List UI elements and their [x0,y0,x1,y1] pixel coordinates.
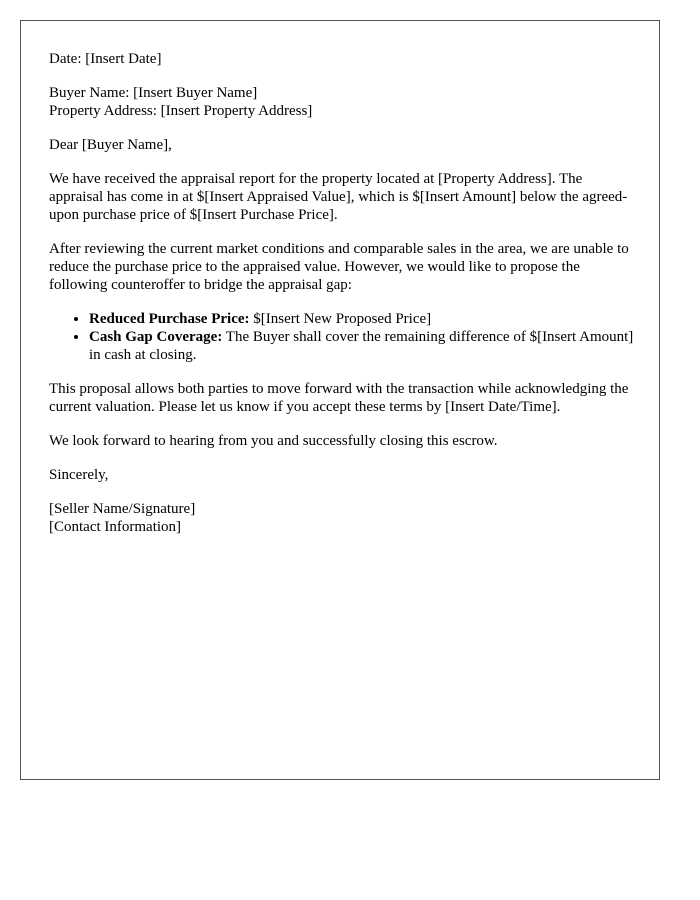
paragraph-counteroffer-intro: After reviewing the current market conditions and comparable sales in the area, we are unable to reduce the purchase price to the appraised value. However, we would like to propose the following counteroffer to bridge the appraisal gap: [49,241,629,293]
buyer-name-line: Buyer Name: [Insert Buyer Name] [49,85,258,101]
list-item-text: $[Insert New Proposed Price] [249,311,432,327]
closing: Sincerely, [49,467,109,483]
contact-line: [Contact Information] [49,519,182,535]
list-item-text: The Buyer shall cover the remaining difference of $[Insert Amount] in cash at closing. [89,329,634,363]
list-item-reduced-price [89,310,639,328]
counteroffer-list [49,310,639,364]
list-item-label: Reduced Purchase Price: [89,311,250,327]
property-address-line: Property Address: [Insert Property Address] [49,103,313,119]
letter-body [49,50,639,536]
paragraph-proposal: This proposal allows both parties to move forward with the transaction while acknowledging the current valuation. Please let us know if you accept these terms by [Insert Date/Time]. [49,381,629,415]
salutation: Dear [Buyer Name], [49,137,172,153]
list-item-cash-gap [89,328,639,364]
paragraph-closing-remark: We look forward to hearing from you and successfully closing this escrow. [49,433,498,449]
list-item-label: Cash Gap Coverage: [89,329,223,345]
paragraph-appraisal-result: We have received the appraisal report for the property located at [Property Address]. The appraisal has come in at $[Insert Appraised Value], which is $[Insert Amount] below the agreed-upon purchase price of $[Insert Purchase Price]. [49,171,628,223]
signature-line: [Seller Name/Signature] [49,501,196,517]
date-line: Date: [Insert Date] [49,51,162,67]
letter-page [20,20,660,780]
